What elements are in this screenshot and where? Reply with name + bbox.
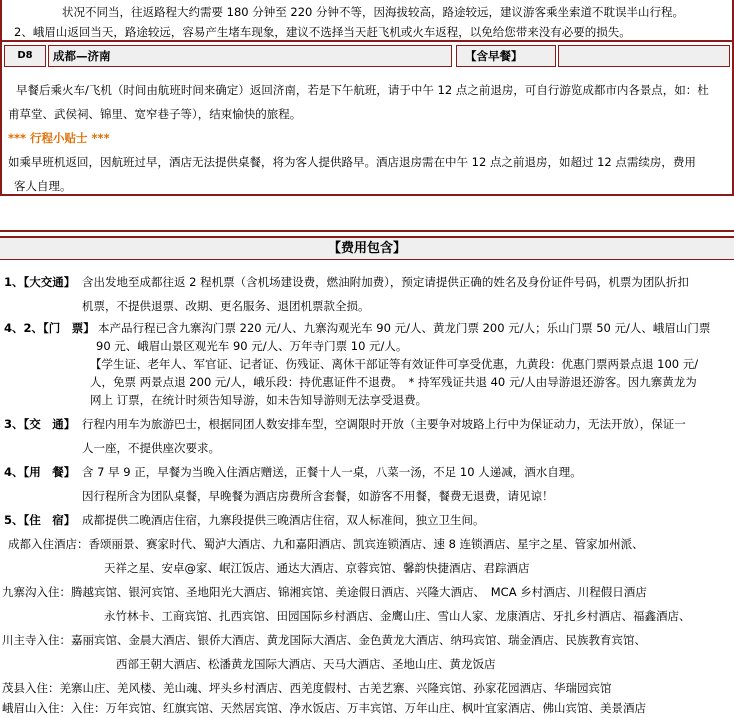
tips-title: *** 行程小贴士 *** [8, 131, 110, 145]
fee-item1-head: 1、【大交通】 [4, 275, 76, 289]
fee-item2-line3: 【学生证、老年人、军官证、记者证、伤残证、离休干部证等有效证件可享受优惠，九黄段：优惠门票两景点退 100 元/ [90, 357, 699, 371]
fee-item1-line2: 机票，不提供退票、改期、更名服务、退团机票款全损。 [82, 299, 370, 313]
row-divider [0, 40, 734, 42]
fee-item2-head: 4、2、【门 票】 [4, 321, 95, 335]
hotels-emeishan: 峨眉山入住：入住：万年宾馆、红旗宾馆、天然居宾馆、净水饭店、万丰宾馆、万年山庄、枫叶宜家酒店、佛山宾馆、美景酒店 [2, 701, 646, 715]
top-note-line1: 状况不同当，往返路程大约需要 180 分钟至 220 分钟不等，因海拔较高，路途较远，建议游客乘坐索道不耽误半山行程。 [62, 5, 685, 19]
top-note-line2: 2、峨眉山返回当天，路途较远，容易产生堵车现象，建议不选择当天赶飞机或火车返程，以免给您带来没有必要的损失。 [14, 25, 631, 39]
meal-cell [456, 45, 556, 67]
fee-item3-line1: 行程内用车为旅游巴士，根据同团人数安排车型，空调限时开放（主要争对坡路上行中为保证动力，无法开放），保证一 [82, 417, 686, 431]
fee-item4-line1: 含 7 早 9 正，早餐为当晚入住酒店赠送，正餐十人一桌，八菜一汤，不足 10 人递减，酒水自理。 [82, 465, 582, 479]
meal-label: 【含早餐】 [465, 49, 523, 63]
day-label-cell [4, 45, 46, 67]
fee-item2-line5: 网上 订票，在统计时须告知导游，如未告知导游则无法享受退费。 [90, 393, 428, 407]
day-desc-line2: 甫草堂、武侯祠、锦里、宽窄巷子等），结束愉快的旅程。 [8, 107, 302, 121]
fee-item4-line2: 因行程所含为团队桌餐，早晚餐为酒店房费所含套餐，如游客不用餐，餐费无退费，请见谅！ [82, 489, 554, 503]
hotels-jiuzhaigou-line2: 永竹林卡、工商宾馆、扎西宾馆、田园国际乡村酒店、金鹰山庄、雪山人家、龙康酒店、牙扎乡村酒店、福鑫酒店、 [104, 609, 691, 623]
fee-item1-line1: 含出发地至成都往返 2 程机票（含机场建设费，燃油附加费），预定请提供正确的姓名及身份证件号码，机票为团队折扣 [82, 275, 689, 289]
tip-line2: 客人自理。 [14, 179, 72, 193]
fee-top-rule [0, 230, 734, 232]
hotels-jiuzhaigou-line1: 九寨沟入住：腾越宾馆、银河宾馆、圣地阳光大酒店、锦湘宾馆、美途假日酒店、兴隆大酒店、 MCA 乡村酒店、川程假日酒店 [2, 585, 647, 599]
day-label: D8 [17, 50, 33, 61]
fee-item4-head: 4、【用 餐】 [4, 465, 76, 479]
fee-item2-line4: 人，免票 两景点退 200 元/人，峨乐段：持优惠证件不退费。 * 持军残证共退 40 元/人由导游退还游客。因九寨黄龙为 [90, 375, 697, 389]
route-title: 成都—济南 [53, 49, 111, 63]
tip-line1: 如乘早班机返回，因航班过早，酒店无法提供桌餐，将为客人提供路早。酒店退房需在中午 12 点之前退房，如超过 12 点需续房，费用 [8, 155, 696, 169]
hotels-maoxian: 茂县入住：羌寨山庄、羌风楼、羌山魂、坪头乡村酒店、西羌度假村、古羌艺寨、兴隆宾馆、孙家花园酒店、华瑞园宾馆 [2, 681, 612, 695]
fee-title-bar [0, 236, 734, 260]
fee-title: 【费用包含】 [327, 241, 406, 256]
day-desc-line1: 早餐后乘火车/飞机（时间由航班时间来确定）返回济南，若是下午航班，请于中午 12 点之前退房，可自行游览成都市内各景点，如：杜 [16, 83, 709, 97]
fee-item2-line2: 90 元、峨眉山景区观光车 90 元/人、万年寺门票 10 元/人。 [96, 339, 408, 353]
fee-item5-line1: 成都提供二晚酒店住宿，九寨段提供三晚酒店住宿，双人标准间，独立卫生间。 [82, 513, 485, 527]
empty-cell [558, 45, 730, 67]
fee-item3-head: 3、【交 通】 [4, 417, 76, 431]
route-cell [48, 45, 452, 67]
hotels-chengdu-line2: 天祥之星、安卓@家、岷江饭店、通达大酒店、京蓉宾馆、馨韵快捷酒店、君踪酒店 [104, 561, 530, 575]
fee-item5-head: 5、【住 宿】 [4, 513, 76, 527]
hotels-chuanzhusi-line2: 西部王朝大酒店、松潘黄龙国际大酒店、天马大酒店、圣地山庄、黄龙饭店 [116, 657, 496, 671]
hotels-chuanzhusi-line1: 川主寺入住：嘉丽宾馆、金晨大酒店、银侨大酒店、黄龙国际大酒店、金色黄龙大酒店、纳玛宾馆、瑞金酒店、民族教育宾馆、 [2, 633, 646, 647]
fee-item3-line2: 人一座，不提供座次要求。 [82, 441, 220, 455]
fee-item2-line1: 本产品行程已含九寨沟门票 220 元/人、九寨沟观光车 90 元/人、黄龙门票 200 元/人；乐山门票 50 元/人、峨眉山门票 [98, 321, 711, 335]
hotels-chengdu-line1: 成都入住酒店：香颂丽景、赛家时代、蜀泸大酒店、九和嘉阳酒店、凯宾连锁酒店、速 8 连锁酒店、星宇之星、管家加州派、 [8, 537, 644, 551]
